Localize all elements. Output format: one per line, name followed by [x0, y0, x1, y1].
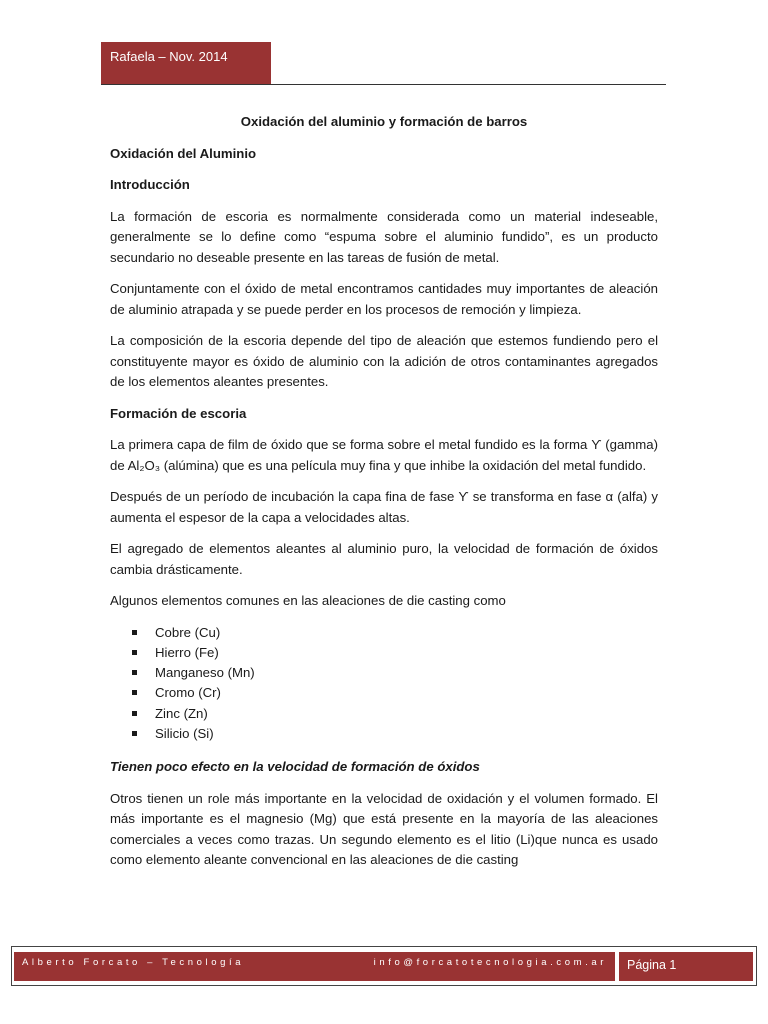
formation-heading: Formación de escoria	[110, 405, 247, 421]
list-item-label: Silicio (Si)	[155, 725, 214, 741]
section-heading: Oxidación del Aluminio	[110, 145, 257, 161]
header-divider	[101, 84, 666, 85]
list-item-label: Hierro (Fe)	[155, 644, 219, 660]
square-bullet-icon	[132, 670, 137, 675]
paragraph: Algunos elementos comunes en las aleaciones de die casting como	[110, 593, 506, 608]
footer-email: info@forcatotecnologia.com.ar	[373, 957, 607, 968]
paragraph: Otros tienen un role más importante en la velocidad de oxidación y el volumen formado. El más importante es el magnesio (Mg) que está presente en la mayoría de las aleaciones comerciales a veces como trazas. Un segundo elemento es el litio (Li)que nunca es usado como elemento aleante convencional en las aleaciones de die casting	[110, 790, 658, 868]
list-item-label: Zinc (Zn)	[155, 705, 208, 721]
footer-author: Alberto Forcato – Tecnología	[22, 957, 245, 968]
list-item-label: Cobre (Cu)	[155, 624, 221, 640]
paragraph: Conjuntamente con el óxido de metal encontramos cantidades muy importantes de aleación de aluminio atrapada y se puede perder en los procesos de remoción y limpieza.	[110, 281, 658, 317]
paragraph: La formación de escoria es normalmente considerada como un material indeseable, generalmente se lo define como “espuma sobre el aluminio fundido”, es un producto secundario no deseable presente en las tareas de fusión de metal.	[110, 208, 658, 265]
list-item	[110, 704, 658, 724]
page-number-label: Página 1	[627, 958, 677, 972]
list-item	[110, 683, 658, 703]
paragraph: La composición de la escoria depende del tipo de aleación que estemos fundiendo pero el constituyente mayor es óxido de aluminio con la adición de otros contaminantes agregados de los elementos aleantes presentes.	[110, 333, 658, 389]
elements-list	[110, 623, 658, 745]
header-location-date-box	[101, 42, 271, 85]
square-bullet-icon	[132, 630, 137, 635]
list-item	[110, 623, 658, 643]
square-bullet-icon	[132, 690, 137, 695]
intro-heading: Introducción	[110, 177, 190, 192]
effect-heading: Tienen poco efecto en la velocidad de formación de óxidos	[110, 759, 480, 775]
header-location-date: Rafaela – Nov. 2014	[110, 49, 228, 64]
page-number	[619, 952, 753, 981]
paragraph: El agregado de elementos aleantes al aluminio puro, la velocidad de formación de óxidos cambia drásticamente.	[110, 541, 658, 577]
square-bullet-icon	[132, 731, 137, 736]
paragraph: La primera capa de film de óxido que se forma sobre el metal fundido es la forma ϒ (gamma) de Al₂O₃ (alúmina) que es una película muy fina y que inhibe la oxidación del metal fundido.	[110, 437, 658, 473]
list-item-label: Manganeso (Mn)	[155, 665, 255, 681]
list-item	[110, 663, 658, 683]
document-body	[110, 112, 658, 882]
list-item	[110, 643, 658, 663]
list-item-label: Cromo (Cr)	[155, 685, 221, 701]
square-bullet-icon	[132, 711, 137, 716]
footer-bar	[14, 952, 615, 981]
list-item	[110, 724, 658, 744]
square-bullet-icon	[132, 650, 137, 655]
document-title: Oxidación del aluminio y formación de barros	[240, 114, 528, 129]
paragraph: Después de un período de incubación la capa fina de fase ϒ se transforma en fase α (alfa) y aumenta el espesor de la capa a velocidades altas.	[110, 489, 658, 525]
